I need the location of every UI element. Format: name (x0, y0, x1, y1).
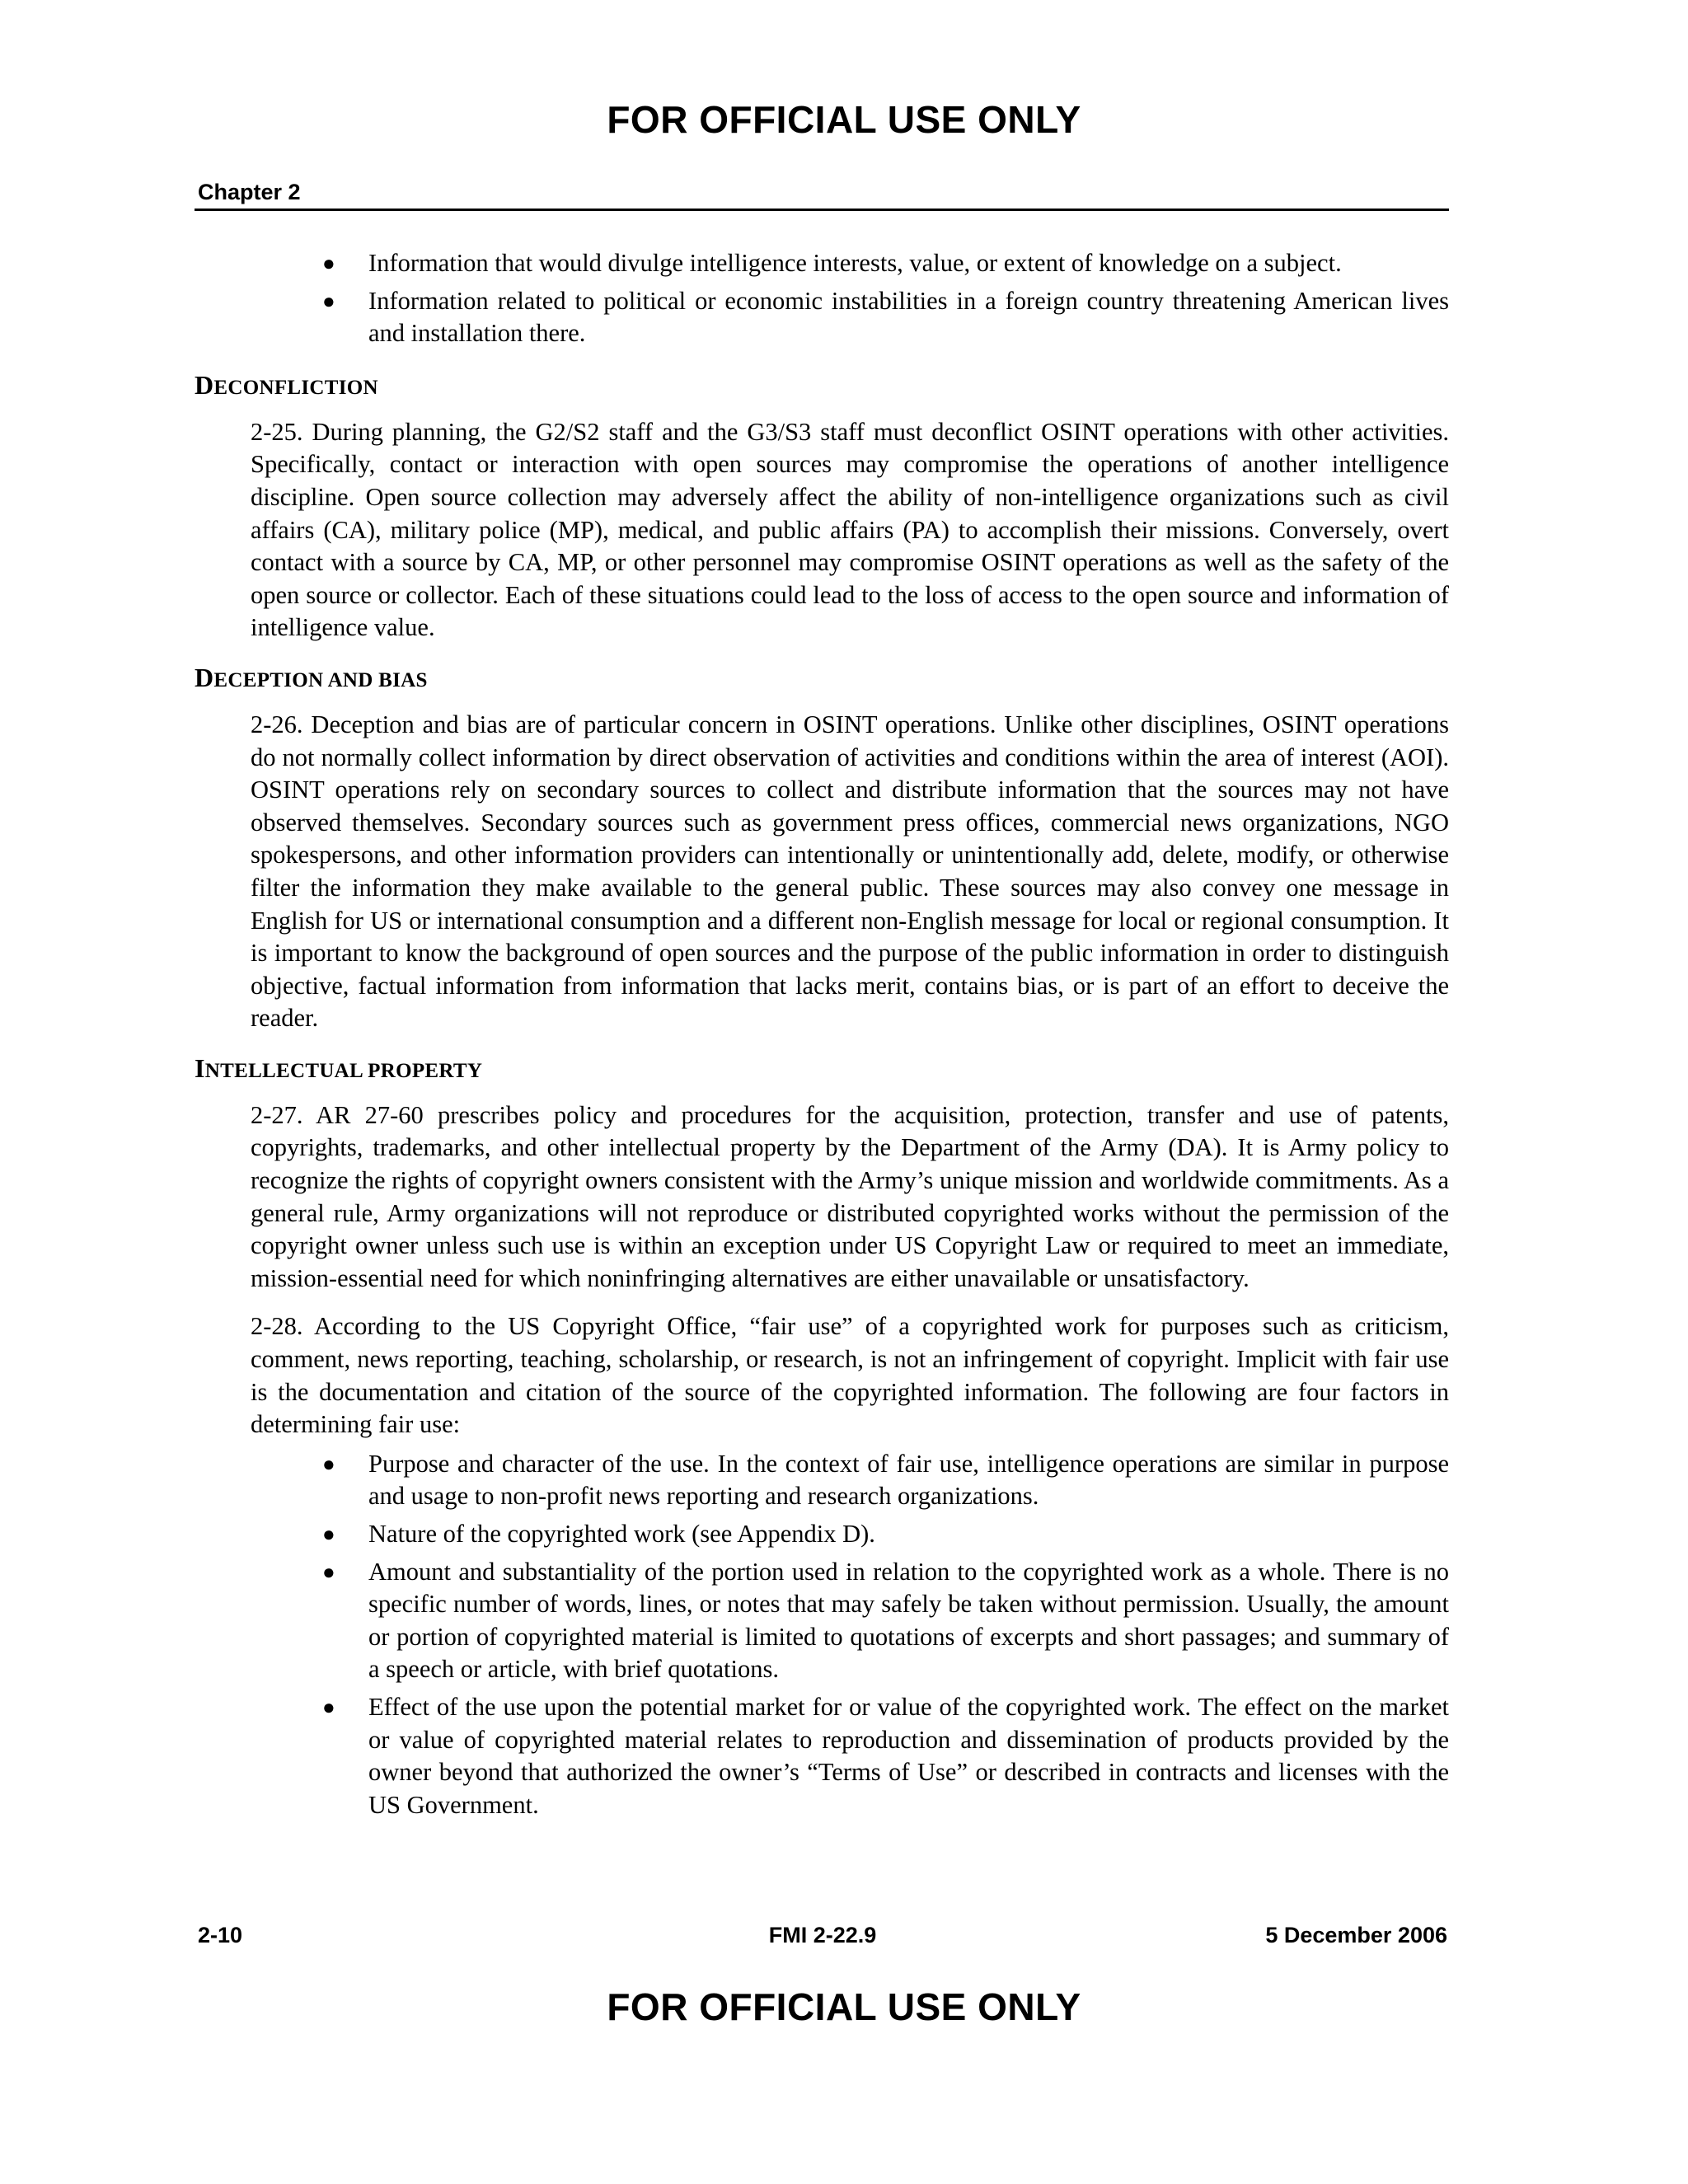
bullet-icon: ● (322, 1522, 335, 1546)
bullet-icon: ● (322, 1559, 335, 1584)
bullet-text: Nature of the copyrighted work (see Appendix D). (368, 1520, 875, 1548)
top-bullet-list (195, 247, 1449, 350)
bullet-text: Information that would divulge intelligence interests, value, or extent of knowledge on a subject. (368, 249, 1342, 277)
paragraph-2-28: 2-28. According to the US Copyright Office, “fair use” of a copyrighted work for purposes such as criticism, comment, news reporting, teaching, scholarship, or research, is not an infringement of copyright. Implicit with fair use is the documentation and citation of the source of the copyrighted information. The following are four factors in determining fair use: (251, 1312, 1449, 1439)
section-heading-intellectual-property: INTELLECTUAL PROPERTY (195, 1052, 483, 1083)
bullet-icon: ● (322, 288, 335, 313)
chapter-label: Chapter 2 (198, 180, 301, 204)
paragraph-2-27: 2-27. AR 27-60 prescribes policy and procedures for the acquisition, protection, transfer and use of patents, copyrights, trademarks, and other intellectual property by the Department of the Army (DA). It is Army policy to recognize the rights of copyright owners consistent with the Army’s unique mission and worldwide commitments. As a general rule, Army organizations will not reproduce or distributed copyrighted works without the permission of the copyright owner unless such use is within an exception under US Copyright Law or required to meet an immediate, mission-essential need for which noninfringing alternatives are either unavailable or unsatisfactory. (251, 1100, 1449, 1292)
document-date: 5 December 2006 (1265, 1923, 1447, 1947)
document-id: FMI 2-22.9 (768, 1923, 877, 1947)
list-item (322, 285, 1449, 350)
bullet-text: Amount and substantiality of the portion used in relation to the copyrighted work as a whole. There is no specific number of words, lines, or notes that may safely be taken without permission. Usually, the amount or portion of copyrighted material is limited to quotations of excerpts and short passages; and summary of a speech or article, with brief quotations. (368, 1557, 1449, 1684)
header-rule (195, 209, 1449, 211)
paragraph-2-25: 2-25. During planning, the G2/S2 staff and the G3/S3 staff must deconflict OSINT operations with other activities. Specifically, contact or interaction with open sources may compromise the operations of another intelligence discipline. Open source collection may adversely affect the ability of non-intelligence organizations such as civil affairs (CA), military police (MP), medical, and public affairs (PA) to accomplish their missions. Conversely, overt contact with a source by CA, MP, or other personnel may compromise OSINT operations as well as the safety of the open source or collector. Each of these situations could lead to the loss of access to the open source and information of intelligence value. (251, 417, 1449, 642)
section-heading-deception-and-bias: DECEPTION AND BIAS (195, 662, 428, 692)
bullet-text: Effect of the use upon the potential market for or value of the copyrighted work. The effect on the market or value of copyrighted material relates to reproduction and dissemination of products provided by the owner beyond that authorized the owner’s “Terms of Use” or described in contracts and licenses with the US Government. (368, 1692, 1449, 1819)
bullet-icon: ● (322, 1694, 335, 1719)
paragraph-2-26: 2-26. Deception and bias are of particular concern in OSINT operations. Unlike other disciplines, OSINT operations do not normally collect information by direct observation of activities and conditions within the area of interest (AOI). OSINT operations rely on secondary sources to collect and distribute information that the sources may not have observed themselves. Secondary sources such as government press offices, commercial news organizations, NGO spokespersons, and other information providers can intentionally or unintentionally add, delete, modify, or otherwise filter the information they make available to the general public. These sources may also convey one message in English for US or international consumption and a different non-English message for local or regional consumption. It is important to know the background of open sources and the purpose of the public information in order to distinguish objective, factual information from information that lacks merit, contains bias, or is part of an effort to deceive the reader. (251, 710, 1449, 1033)
fair-use-factor-list (195, 1448, 1449, 1822)
bullet-text: Information related to political or economic instabilities in a foreign country threatening American lives and installation there. (368, 286, 1449, 348)
bullet-text: Purpose and character of the use. In the context of fair use, intelligence operations are similar in purpose and usage to non-profit news reporting and research organizations. (368, 1449, 1449, 1511)
list-item (322, 247, 1449, 280)
page-body (195, 247, 1449, 1826)
list-item (322, 1448, 1449, 1513)
list-item (322, 1691, 1449, 1821)
list-item (322, 1518, 1449, 1551)
classification-marking-bottom: FOR OFFICIAL USE ONLY (607, 1985, 1081, 2028)
section-heading-deconfliction: DECONFLICTION (195, 369, 378, 400)
classification-marking-top: FOR OFFICIAL USE ONLY (607, 98, 1081, 141)
bullet-icon: ● (322, 251, 335, 275)
list-item (322, 1556, 1449, 1686)
page-number: 2-10 (198, 1923, 243, 1947)
bullet-icon: ● (322, 1451, 335, 1476)
